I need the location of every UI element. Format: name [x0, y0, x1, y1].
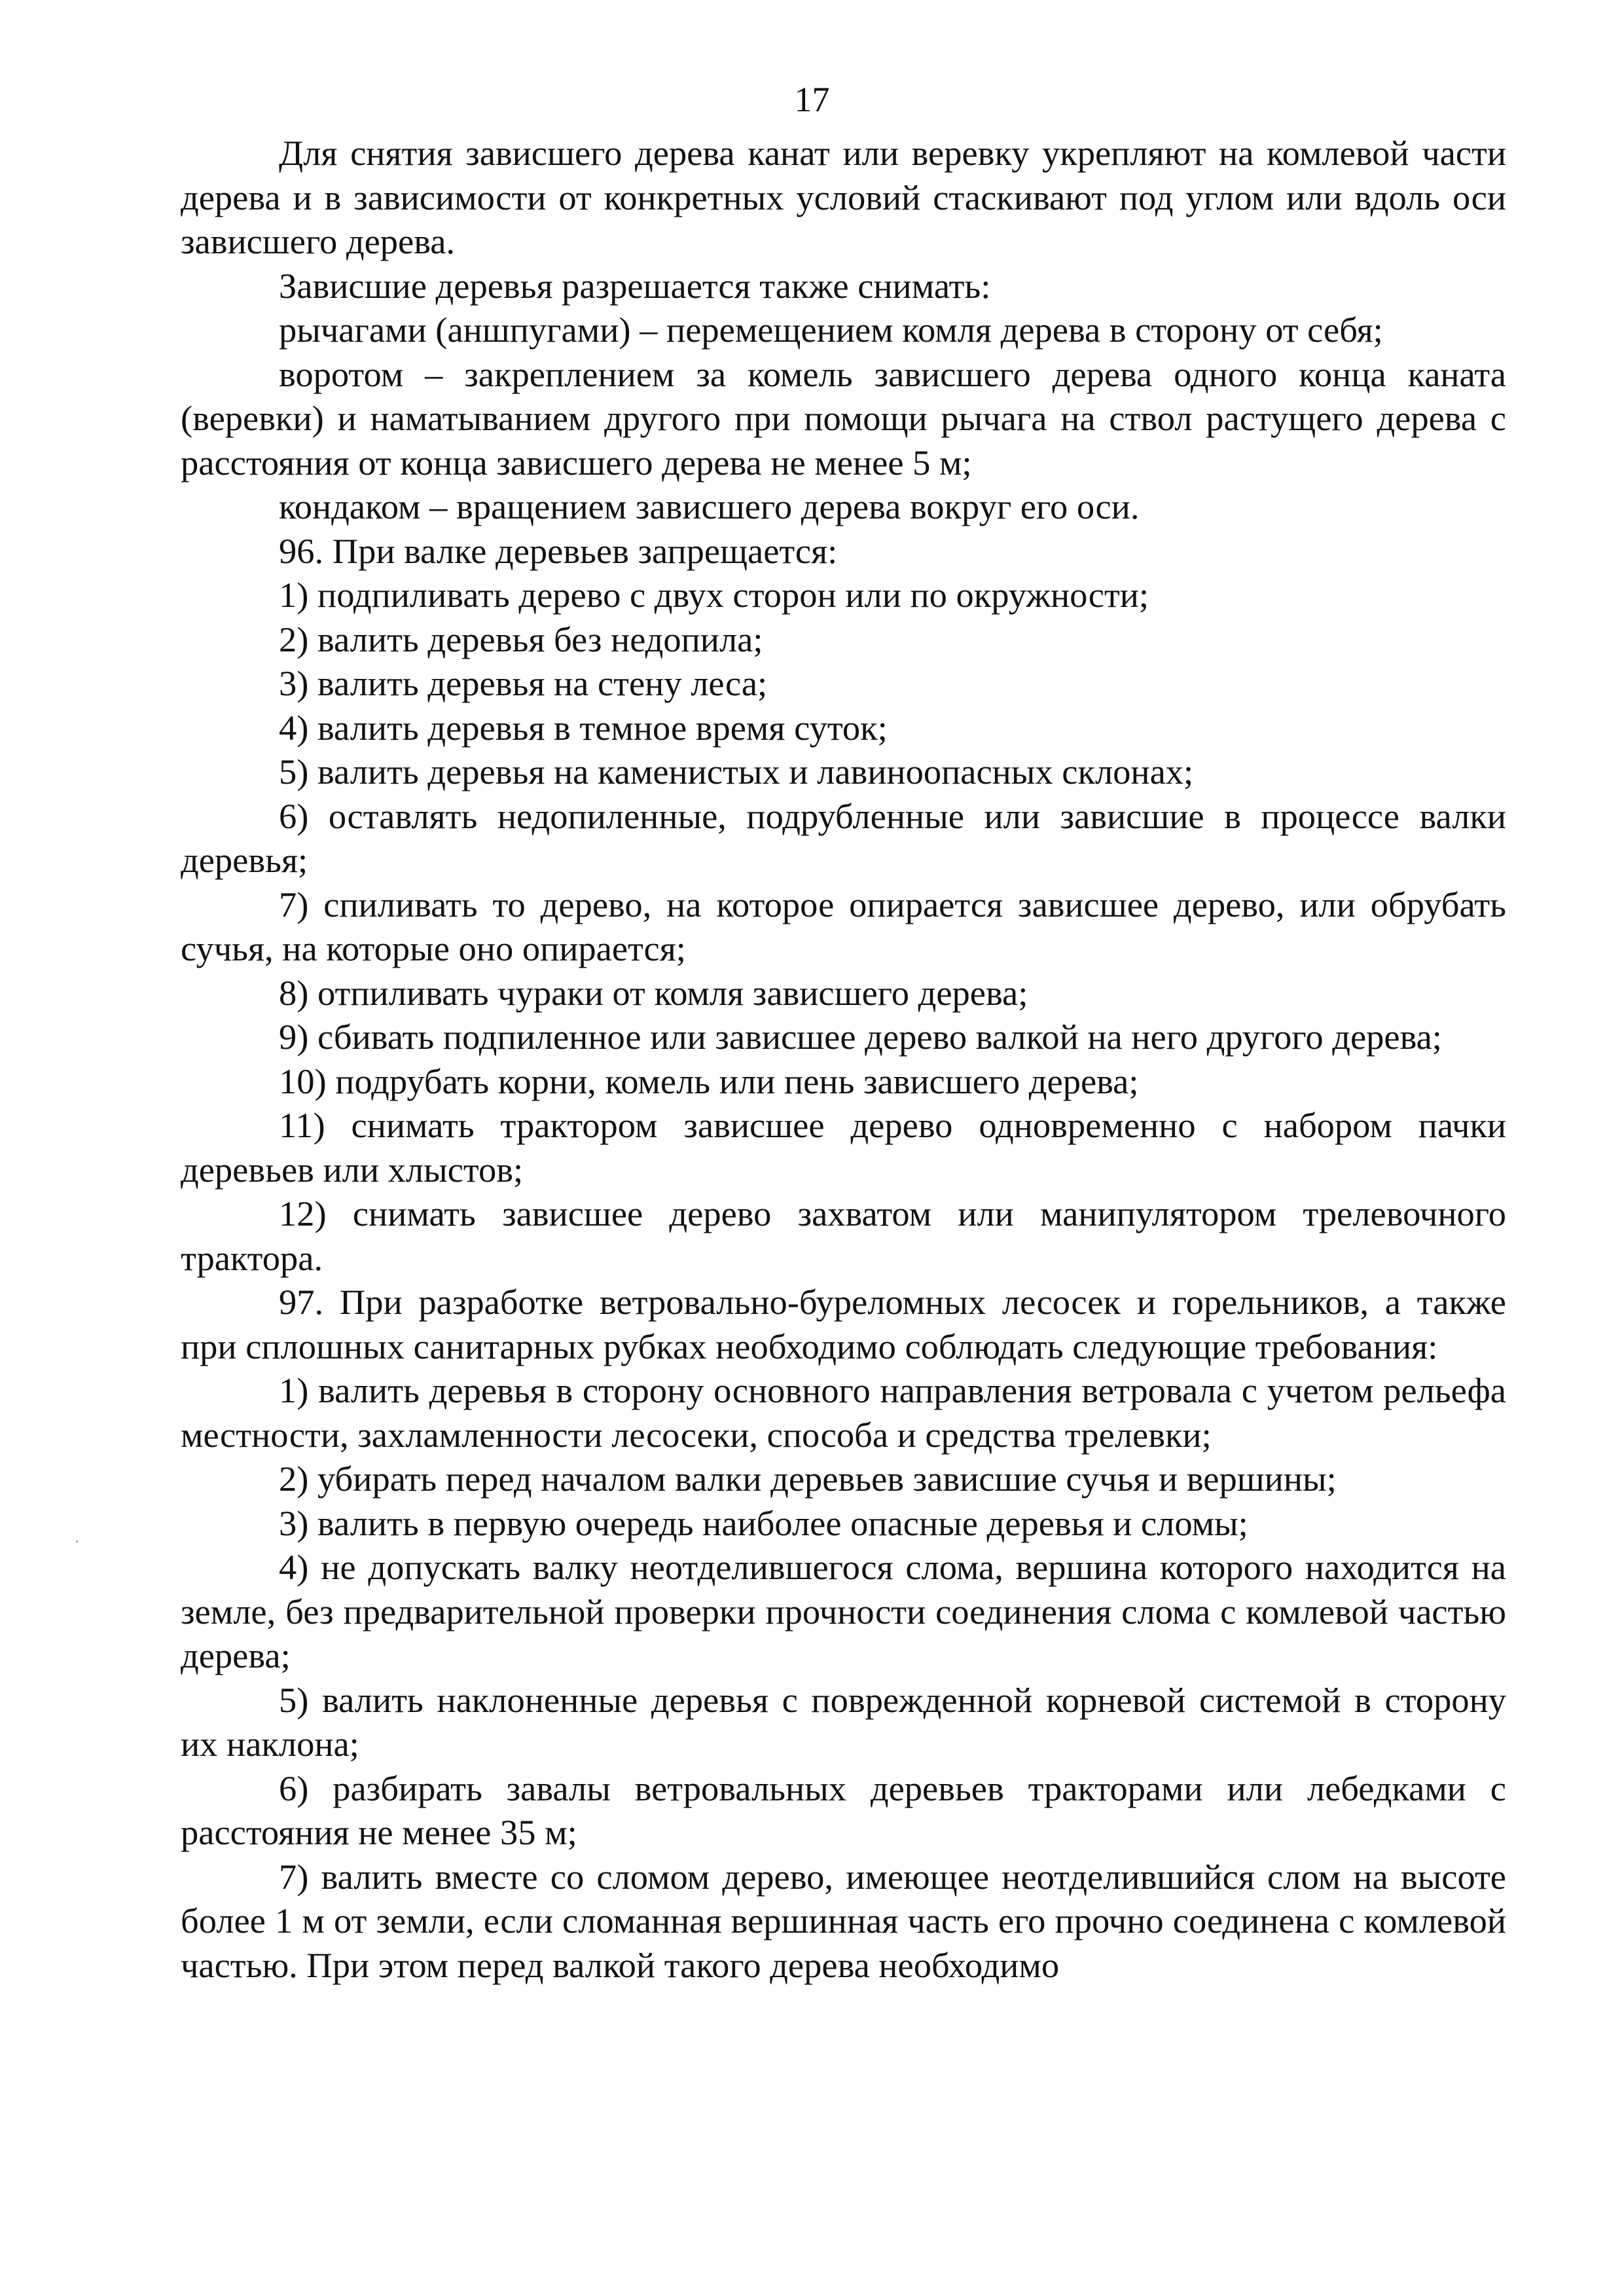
paragraph: 11) снимать трактором зависшее дерево одновременно с набором пачки деревьев или хлыстов;: [181, 1105, 1506, 1190]
paragraph: 9) сбивать подпиленное или зависшее дерево валкой на него другого дерева;: [279, 1017, 1442, 1057]
paragraph: 3) валить в первую очередь наиболее опасные деревья и сломы;: [279, 1503, 1248, 1543]
paragraph: 1) подпиливать дерево с двух сторон или по окружности;: [279, 575, 1149, 615]
paragraph: Для снятия зависшего дерева канат или веревку укрепляют на комлевой части дерева и в зависимости от конкретных условий стаскивают под углом или вдоль оси зависшего дерева.: [181, 133, 1506, 261]
paragraph: 96. При валке деревьев запрещается:: [279, 530, 838, 571]
paragraph: 1) валить деревья в сторону основного направления ветровала с учетом рельефа местности, захламленности лесосеки, способа и средства трелевки;: [181, 1370, 1506, 1455]
paragraph: 2) валить деревья без недопила;: [279, 619, 763, 659]
paragraph: 4) не допускать валку неотделившегося слома, вершина которого находится на земле, без предварительной проверки прочности соединения слома с комлевой частью дерева;: [181, 1547, 1506, 1675]
paragraph: 10) подрубать корни, комель или пень зависшего дерева;: [279, 1061, 1139, 1101]
paragraph: 3) валить деревья на стену леса;: [279, 663, 768, 703]
paragraph: 5) валить наклоненные деревья с поврежденной корневой системой в сторону их наклона;: [181, 1679, 1506, 1764]
paragraph: Зависшие деревья разрешается также снимать:: [279, 265, 991, 306]
scan-speck: [76, 1540, 78, 1542]
paragraph: 5) валить деревья на каменистых и лавиноопасных склонах;: [279, 752, 1194, 792]
page-number: 17: [794, 80, 830, 119]
paragraph: рычагами (аншпугами) – перемещением комля дерева в сторону от себя;: [279, 310, 1383, 350]
paragraph: 4) валить деревья в темное время суток;: [279, 707, 888, 748]
paragraph: 7) валить вместе со сломом дерево, имеющее неотделившийся слом на высоте более 1 м от земли, если сломанная вершинная часть его прочно соединена с комлевой частью. При этом перед валкой такого дерева необходимо: [181, 1856, 1506, 1985]
paragraph: 12) снимать зависшее дерево захватом или манипулятором трелевочного трактора.: [181, 1194, 1506, 1278]
body-text: [181, 131, 1506, 1987]
paragraph: 2) убирать перед началом валки деревьев зависшие сучья и вершины;: [279, 1459, 1337, 1499]
paragraph: кондаком – вращением зависшего дерева вокруг его оси.: [279, 486, 1140, 526]
paragraph: 6) разбирать завалы ветровальных деревьев тракторами или лебедками с расстояния не менее 35 м;: [181, 1768, 1506, 1852]
paragraph: 8) отпиливать чураки от комля зависшего дерева;: [279, 972, 1028, 1013]
paragraph: 6) оставлять недопиленные, подрубленные или зависшие в процессе валки деревья;: [181, 795, 1506, 880]
paragraph: 7) спиливать то дерево, на которое опирается зависшее дерево, или обрубать сучья, на которые оно опирается;: [181, 884, 1506, 968]
paragraph: воротом – закреплением за комель зависшего дерева одного конца каната (веревки) и наматыванием другого при помощи рычага на ствол растущего дерева с расстояния от конца зависшего дерева не менее 5 м;: [181, 354, 1506, 483]
paragraph: 97. При разработке ветровально-буреломных лесосек и горельников, а также при сплошных санитарных рубках необходимо соблюдать следующие требования:: [181, 1282, 1506, 1366]
